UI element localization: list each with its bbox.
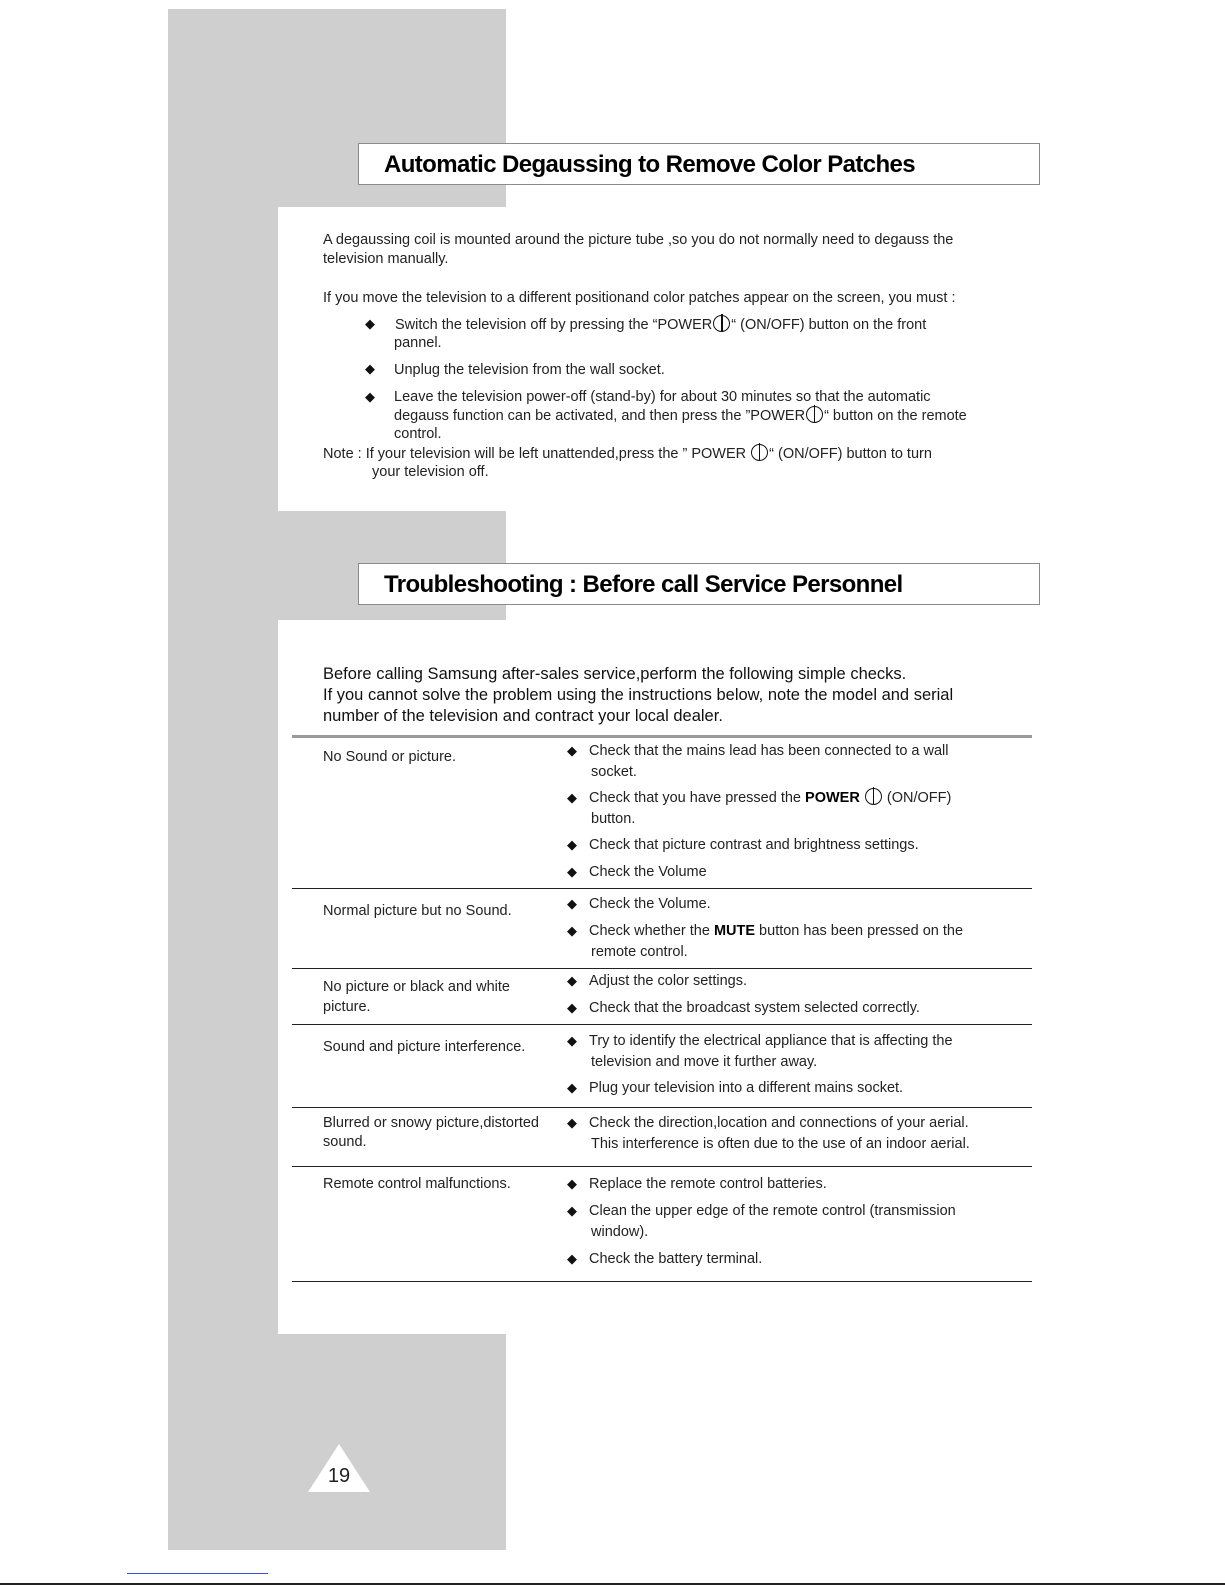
problem-cell: Normal picture but no Sound. bbox=[323, 903, 512, 919]
bullet-icon: ◆ bbox=[567, 1203, 577, 1218]
degauss-step3-line1: Leave the television power-off (stand-by) for about 30 minutes so that the automatic bbox=[394, 389, 931, 405]
bullet-icon: ◆ bbox=[365, 316, 375, 331]
solution-line: Adjust the color settings. bbox=[589, 973, 747, 989]
solution-line: television and move it further away. bbox=[591, 1054, 818, 1070]
bullet-icon: ◆ bbox=[567, 923, 577, 938]
degauss-step3-line3: control. bbox=[394, 426, 442, 442]
solution-line: socket. bbox=[591, 764, 637, 780]
degauss-note-line2: your television off. bbox=[372, 464, 489, 480]
bullet-icon: ◆ bbox=[365, 361, 375, 376]
power-icon bbox=[865, 788, 882, 805]
table-row-divider bbox=[292, 888, 1032, 889]
problem-cell: Remote control malfunctions. bbox=[323, 1176, 511, 1192]
intro-line: number of the television and contract your local dealer. bbox=[323, 707, 723, 725]
bullet-icon: ◆ bbox=[567, 1000, 577, 1015]
power-icon bbox=[713, 315, 730, 332]
degauss-step1-line2: pannel. bbox=[394, 335, 442, 351]
problem-cell: sound. bbox=[323, 1134, 367, 1150]
page-number: 19 bbox=[327, 1465, 351, 1487]
degauss-step3-line2: degauss function can be activated, and then press the ”POWER “ button on the remote bbox=[394, 408, 967, 424]
bullet-icon: ◆ bbox=[567, 1176, 577, 1191]
bullet-icon: ◆ bbox=[567, 1251, 577, 1266]
solution-line: Check that you have pressed the POWER (ON/OFF) bbox=[589, 790, 952, 806]
solution-line: Check that the mains lead has been connected to a wall bbox=[589, 743, 949, 759]
degaussing-title: Automatic Degaussing to Remove Color Patches bbox=[384, 151, 916, 178]
solution-line: Check the Volume bbox=[589, 864, 707, 880]
problem-cell: picture. bbox=[323, 999, 371, 1015]
solution-line: button. bbox=[591, 811, 636, 827]
intro-line: Before calling Samsung after-sales service,perform the following simple checks. bbox=[323, 665, 907, 683]
bullet-icon: ◆ bbox=[567, 743, 577, 758]
bullet-icon: ◆ bbox=[567, 973, 577, 988]
solution-line: window). bbox=[591, 1224, 649, 1240]
degaussing-title-box bbox=[358, 143, 1040, 185]
table-row-divider bbox=[292, 1024, 1032, 1025]
table-top-rule bbox=[292, 735, 1032, 738]
table-bottom-rule bbox=[292, 1281, 1032, 1282]
bullet-icon: ◆ bbox=[567, 896, 577, 911]
solution-line: Plug your television into a different mains socket. bbox=[589, 1080, 904, 1096]
bullet-icon: ◆ bbox=[567, 837, 577, 852]
problem-cell: Blurred or snowy picture,distorted bbox=[323, 1115, 539, 1131]
problem-cell: Sound and picture interference. bbox=[323, 1039, 526, 1055]
intro-line: If you cannot solve the problem using the instructions below, note the model and serial bbox=[323, 686, 954, 704]
power-icon bbox=[806, 406, 823, 423]
bullet-icon: ◆ bbox=[567, 1033, 577, 1048]
solution-line: Try to identify the electrical appliance that is affecting the bbox=[589, 1033, 953, 1049]
solution-line: Check that the broadcast system selected correctly. bbox=[589, 1000, 920, 1016]
degauss-step2: Unplug the television from the wall socket. bbox=[394, 362, 665, 378]
solution-line: Check that picture contrast and brightness settings. bbox=[589, 837, 919, 853]
solution-line: Check whether the MUTE button has been pressed on the bbox=[589, 923, 964, 939]
troubleshooting-title: Troubleshooting : Before call Service Personnel bbox=[384, 571, 903, 598]
problem-cell: No picture or black and white bbox=[323, 979, 510, 995]
solution-line: Check the Volume. bbox=[589, 896, 711, 912]
table-row-divider bbox=[292, 1166, 1032, 1167]
degauss-note-line1: Note : If your television will be left unattended,press the ” POWER “ (ON/OFF) button to turn bbox=[323, 446, 932, 462]
degauss-step1-line1: Switch the television off by pressing the “POWER “ (ON/OFF) button on the front bbox=[395, 317, 927, 333]
solution-line: This interference is often due to the use of an indoor aerial. bbox=[591, 1136, 970, 1152]
bullet-icon: ◆ bbox=[567, 790, 577, 805]
power-icon bbox=[751, 444, 768, 461]
footer-link-underline bbox=[127, 1573, 268, 1574]
solution-line: Replace the remote control batteries. bbox=[589, 1176, 827, 1192]
table-row-divider bbox=[292, 968, 1032, 969]
bullet-icon: ◆ bbox=[567, 1080, 577, 1095]
bullet-icon: ◆ bbox=[365, 389, 375, 404]
problem-cell: No Sound or picture. bbox=[323, 749, 456, 765]
bullet-icon: ◆ bbox=[567, 1115, 577, 1130]
degauss-para1-line2: television manually. bbox=[323, 251, 449, 267]
solution-line: remote control. bbox=[591, 944, 688, 960]
solution-line: Check the battery terminal. bbox=[589, 1251, 763, 1267]
table-row-divider bbox=[292, 1107, 1032, 1108]
degauss-para2: If you move the television to a different positionand color patches appear on the screen, you must : bbox=[323, 290, 956, 306]
troubleshooting-intro bbox=[323, 664, 953, 727]
solution-line: Check the direction,location and connections of your aerial. bbox=[589, 1115, 969, 1131]
troubleshooting-title-box bbox=[358, 563, 1040, 605]
solution-line: Clean the upper edge of the remote control (transmission bbox=[589, 1203, 956, 1219]
degauss-para1-line1: A degaussing coil is mounted around the picture tube ,so you do not normally need to degauss the bbox=[323, 232, 954, 248]
bullet-icon: ◆ bbox=[567, 864, 577, 879]
